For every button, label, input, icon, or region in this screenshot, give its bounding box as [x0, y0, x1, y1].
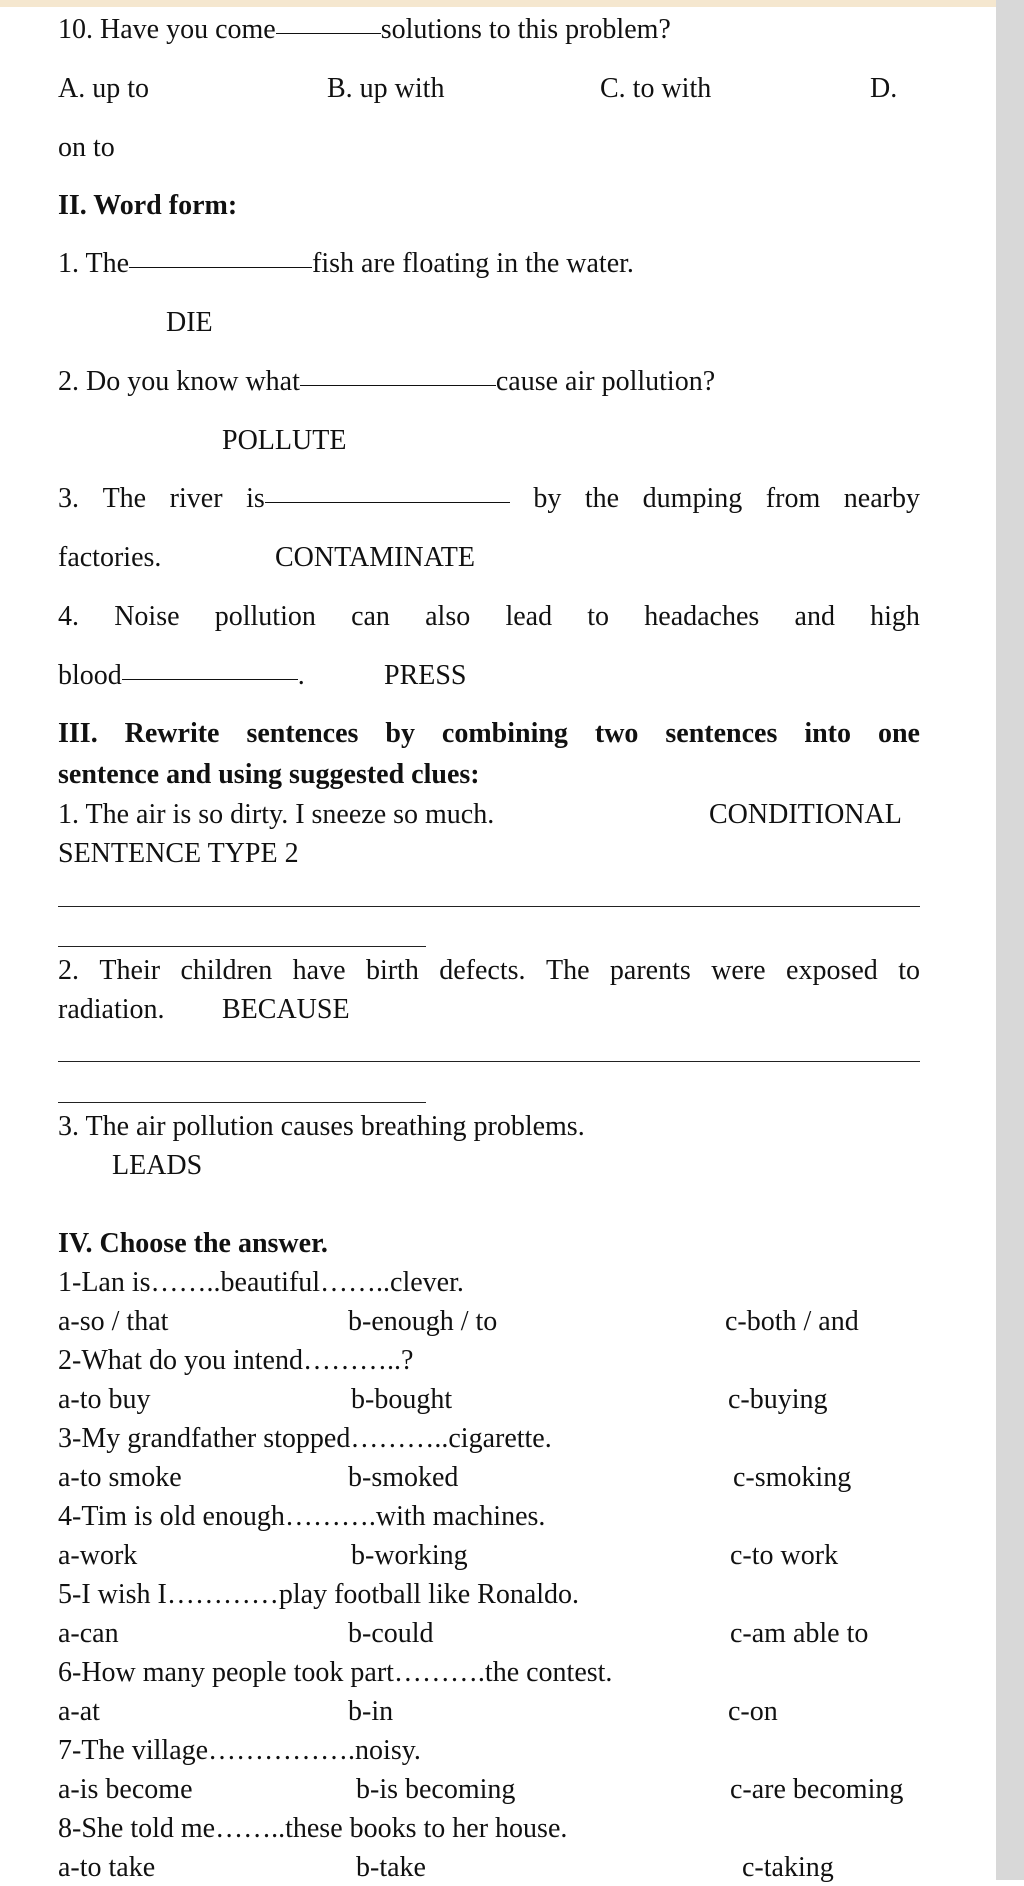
- choose-q5: 5-I wish I…………play football like Ronaldo.: [58, 1579, 580, 1610]
- word: have: [292, 955, 346, 986]
- wf-q1-line: [58, 246, 634, 282]
- word: exposed: [786, 955, 878, 986]
- word: two: [594, 718, 639, 749]
- word: river: [169, 483, 223, 514]
- choose-q5-option-b: b-could: [348, 1618, 434, 1649]
- q10-blank: [276, 33, 381, 34]
- wf-q2-blank: [300, 385, 496, 386]
- word: from: [765, 483, 821, 514]
- choose-q8-option-a: a-to take: [58, 1852, 156, 1883]
- word-form-heading: II. Word form:: [58, 190, 238, 221]
- choose-q4-option-b: b-working: [351, 1540, 468, 1571]
- wf-q3-blank: [265, 502, 510, 503]
- rw-q2-line: [58, 953, 920, 989]
- word: high: [870, 601, 920, 632]
- word: into: [804, 718, 852, 749]
- rw-q2-clue: BECAUSE: [222, 994, 350, 1025]
- choose-q7-option-b: b-is becoming: [356, 1774, 516, 1805]
- choose-q2-option-a: a-to buy: [58, 1384, 151, 1415]
- wf-q3-line2: factories.: [58, 542, 162, 573]
- word: sentences: [246, 718, 359, 749]
- rw-q2-answer-line-1: [58, 1061, 920, 1062]
- wf-q3-clue: CONTAMINATE: [275, 542, 475, 573]
- rw-q2-answer-line-2: [58, 1102, 426, 1103]
- choose-q4-option-c: c-to work: [730, 1540, 839, 1571]
- choose-q3-option-c: c-smoking: [733, 1462, 852, 1493]
- choose-q1-option-a: a-so / that: [58, 1306, 169, 1337]
- word: The: [545, 955, 590, 986]
- word: parents: [609, 955, 691, 986]
- word: also: [425, 601, 471, 632]
- rw-q1-text: 1. The air is so dirty. I sneeze so much.: [58, 799, 495, 830]
- word: lead: [505, 601, 553, 632]
- choose-q6-option-a: a-at: [58, 1696, 100, 1727]
- choose-heading: IV. Choose the answer.: [58, 1228, 328, 1259]
- wf-q2-text-before: 2. Do you know what: [58, 366, 300, 397]
- choose-q2: 2-What do you intend………..?: [58, 1345, 414, 1376]
- q10-option-a: A. up to: [58, 73, 149, 104]
- choose-q8: 8-She told me……..these books to her house.: [58, 1813, 568, 1844]
- wf-q4-clue: PRESS: [384, 660, 467, 691]
- wf-q1-blank: [129, 267, 312, 268]
- word: were: [711, 955, 766, 986]
- q10-option-c: C. to with: [600, 73, 712, 104]
- word: can: [351, 601, 390, 632]
- choose-q4: 4-Tim is old enough……….with machines.: [58, 1501, 546, 1532]
- choose-q3-option-a: a-to smoke: [58, 1462, 182, 1493]
- word: sentences: [665, 718, 778, 749]
- word: by: [385, 718, 415, 749]
- wf-q1-clue: DIE: [166, 307, 213, 338]
- right-scroll-edge: [996, 0, 1024, 1880]
- rw-q1-clue: CONDITIONAL: [709, 799, 902, 830]
- rw-q1-clue-line2: SENTENCE TYPE 2: [58, 838, 299, 869]
- word: to: [587, 601, 610, 632]
- wf-q4-text-before: blood: [58, 660, 122, 691]
- wf-q2-clue: POLLUTE: [222, 425, 347, 456]
- choose-q7-option-a: a-is become: [58, 1774, 193, 1805]
- word: children: [180, 955, 273, 986]
- word: to: [898, 955, 920, 986]
- choose-q2-option-c: c-buying: [728, 1384, 828, 1415]
- q10-option-b: B. up with: [327, 73, 445, 104]
- rewrite-heading: [58, 716, 920, 752]
- choose-q5-option-a: a-can: [58, 1618, 119, 1649]
- choose-q6-option-b: b-in: [348, 1696, 394, 1727]
- word: III.: [58, 718, 98, 749]
- rewrite-heading-line2: sentence and using suggested clues:: [58, 759, 480, 790]
- choose-q6: 6-How many people took part……….the contest.: [58, 1657, 613, 1688]
- word: combining: [441, 718, 568, 749]
- word: The: [102, 483, 147, 514]
- choose-q8-option-c: c-taking: [742, 1852, 834, 1883]
- choose-q1: 1-Lan is……..beautiful……..clever.: [58, 1267, 464, 1298]
- choose-q2-option-b: b-bought: [351, 1384, 453, 1415]
- choose-q7-option-c: c-are becoming: [730, 1774, 904, 1805]
- word: nearby: [843, 483, 920, 514]
- word: the: [584, 483, 620, 514]
- word: dumping: [642, 483, 743, 514]
- wf-q4-line2: [58, 658, 305, 694]
- q10-text-before: 10. Have you come: [58, 14, 276, 45]
- wf-q4-text-after: .: [297, 660, 305, 691]
- choose-q4-option-a: a-work: [58, 1540, 138, 1571]
- word: 3.: [58, 483, 79, 514]
- wf-q1-text-after: fish are floating in the water.: [312, 248, 634, 279]
- q10-line: [58, 12, 671, 48]
- word: one: [877, 718, 920, 749]
- rw-q2-line2: radiation.: [58, 994, 165, 1025]
- word: Their: [99, 955, 161, 986]
- rw-q3-text: 3. The air pollution causes breathing problems.: [58, 1111, 585, 1142]
- word: headaches: [644, 601, 760, 632]
- word: by: [533, 483, 562, 514]
- wf-q2-line: [58, 364, 715, 400]
- rw-q3-clue: LEADS: [112, 1150, 203, 1181]
- word: Noise: [114, 601, 180, 632]
- rw-q1-answer-line-2: [58, 946, 426, 947]
- choose-q1-option-c: c-both / and: [725, 1306, 859, 1337]
- choose-q3-option-b: b-smoked: [348, 1462, 459, 1493]
- word-is: is: [246, 483, 265, 514]
- word: and: [794, 601, 835, 632]
- wf-q3-line: [58, 481, 920, 517]
- word: 2.: [58, 955, 79, 986]
- word: pollution: [214, 601, 316, 632]
- wf-q2-text-after: cause air pollution?: [495, 366, 716, 397]
- choose-q7: 7-The village…………….noisy.: [58, 1735, 421, 1766]
- wf-q4-blank: [122, 679, 298, 680]
- choose-q8-option-b: b-take: [356, 1852, 426, 1883]
- choose-q1-option-b: b-enough / to: [348, 1306, 498, 1337]
- wf-q4-line: [58, 599, 920, 635]
- word: defects.: [439, 955, 526, 986]
- wf-q1-text-before: 1. The: [58, 248, 130, 279]
- choose-q3: 3-My grandfather stopped………..cigarette.: [58, 1423, 552, 1454]
- choose-q5-option-c: c-am able to: [730, 1618, 869, 1649]
- q10-option-d: D.: [870, 73, 898, 104]
- word: [246, 481, 510, 517]
- word: Rewrite: [124, 718, 220, 749]
- q10-text-after: solutions to this problem?: [380, 14, 671, 45]
- q10-option-d-text: on to: [58, 132, 115, 163]
- choose-q6-option-c: c-on: [728, 1696, 778, 1727]
- rw-q1-answer-line-1: [58, 906, 920, 907]
- word: birth: [365, 955, 419, 986]
- word: 4.: [58, 601, 79, 632]
